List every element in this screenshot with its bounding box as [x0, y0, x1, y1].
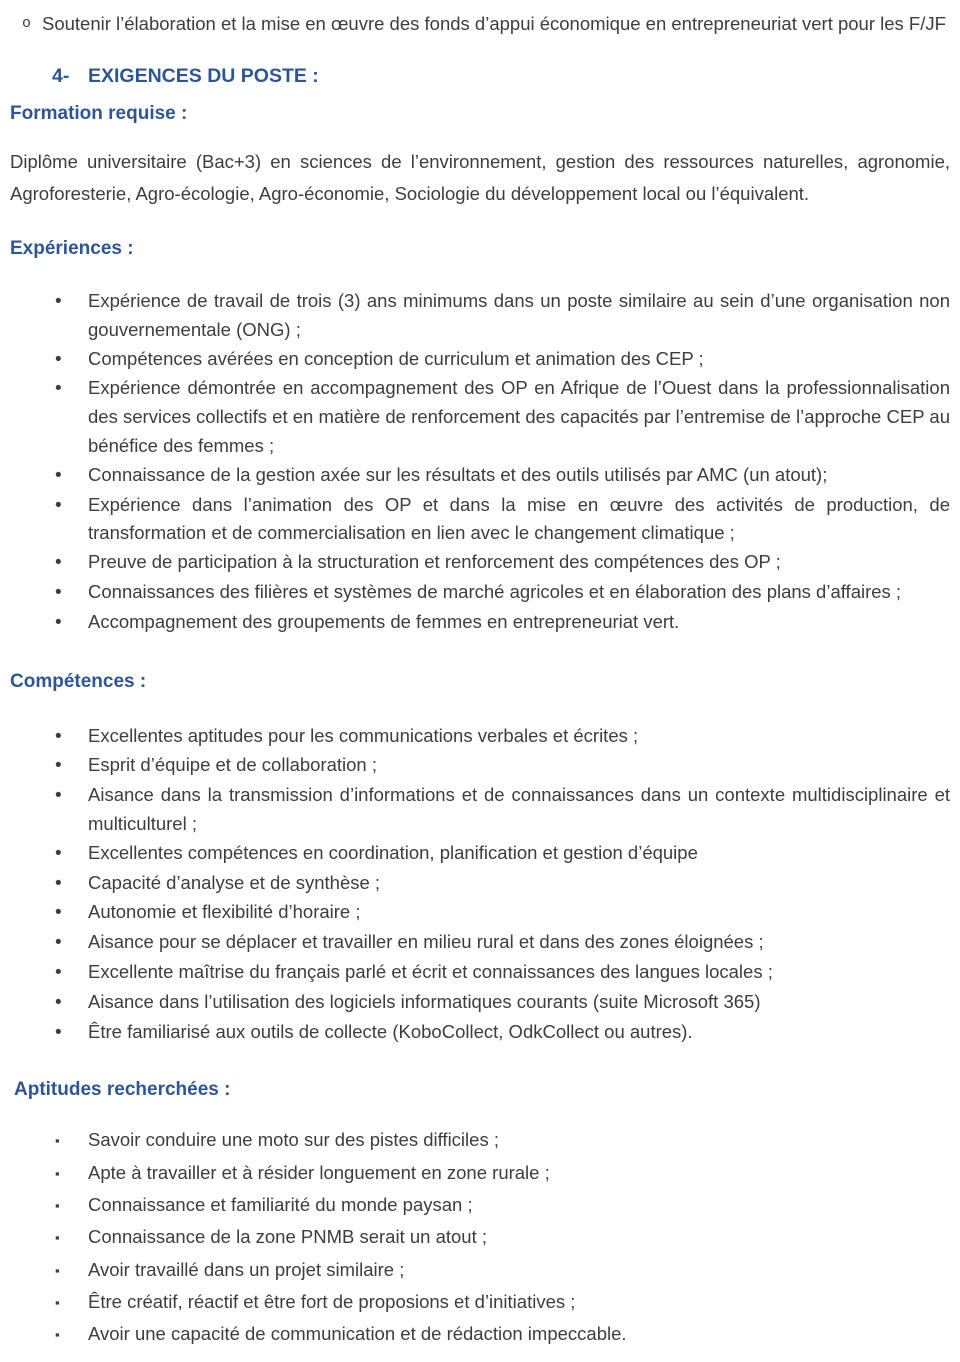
competence-item-text: Aisance dans la transmission d’informations et de connaissances dans un contexte multidisciplinaire et multiculturel ; — [88, 784, 950, 834]
competence-list-item — [10, 839, 950, 869]
competence-list-item — [10, 898, 950, 928]
disc-bullet-icon — [55, 345, 88, 375]
competence-list-item — [10, 722, 950, 752]
disc-bullet-icon — [55, 928, 88, 958]
experience-item-text: Compétences avérées en conception de curriculum et animation des CEP ; — [88, 347, 704, 369]
experience-item-text: Preuve de participation à la structuration et renforcement des compétences des OP ; — [88, 551, 781, 573]
competence-list-item — [10, 988, 950, 1018]
aptitude-list-item — [10, 1126, 950, 1157]
competence-item-text: Excellentes compétences en coordination, planification et gestion d’équipe — [88, 841, 698, 863]
aptitudes-heading: Aptitudes recherchées : — [14, 1079, 231, 1101]
aptitude-list-item — [10, 1256, 950, 1287]
experience-list-item — [10, 287, 950, 345]
competence-item-text: Capacité d’analyse et de synthèse ; — [88, 871, 381, 893]
disc-bullet-icon — [55, 287, 88, 317]
disc-bullet-icon — [55, 461, 88, 491]
disc-bullet-icon — [55, 491, 88, 521]
aptitude-item-text: Apte à travailler et à résider longuement en zone rurale ; — [88, 1161, 550, 1183]
formation-heading: Formation requise : — [10, 103, 188, 124]
disc-bullet-icon — [55, 869, 88, 899]
competence-list-item — [10, 751, 950, 781]
disc-bullet-icon — [55, 1018, 88, 1048]
square-bullet-icon — [55, 1288, 88, 1319]
disc-bullet-icon — [55, 958, 88, 988]
competences-heading: Compétences : — [10, 670, 147, 692]
experience-item-text: Connaissance de la gestion axée sur les résultats et des outils utilisés par AMC (un atout); — [88, 463, 828, 485]
square-bullet-icon — [55, 1320, 88, 1351]
aptitude-list-item — [10, 1320, 950, 1351]
competence-list-item — [10, 869, 950, 899]
aptitude-item-text: Être créatif, réactif et être fort de proposions et d’initiatives ; — [88, 1290, 576, 1312]
disc-bullet-icon — [55, 374, 88, 404]
competence-list-item — [10, 1018, 950, 1048]
aptitude-list-item — [10, 1223, 950, 1254]
competence-item-text: Être familiarisé aux outils de collecte (KoboCollect, OdkCollect ou autres). — [88, 1020, 693, 1042]
square-bullet-icon — [55, 1223, 88, 1254]
aptitude-item-text: Connaissance de la zone PNMB serait un atout ; — [88, 1226, 488, 1248]
experience-list-item — [10, 548, 950, 578]
section-heading — [52, 65, 950, 88]
experience-item-text: Expérience dans l’animation des OP et dans la mise en œuvre des activités de production, de transformation et de commercialisation en lien avec le changement climatique ; — [88, 493, 950, 544]
square-bullet-icon — [55, 1159, 88, 1190]
competence-list-item — [10, 958, 950, 988]
formation-paragraph: Diplôme universitaire (Bac+3) en sciences de l’environnement, gestion des ressources naturelles, agronomie, Agroforesterie, Agro-écologie, Agro-économie, Sociologie du développement local ou l’équivalent. — [10, 151, 950, 204]
competence-item-text: Aisance dans l’utilisation des logiciels informatiques courants (suite Microsoft 365) — [88, 990, 761, 1012]
disc-bullet-icon — [55, 578, 88, 608]
intro-bullet-item — [10, 8, 950, 39]
disc-bullet-icon — [55, 988, 88, 1018]
experience-item-text: Accompagnement des groupements de femmes en entrepreneuriat vert. — [88, 610, 680, 632]
competence-item-text: Excellentes aptitudes pour les communications verbales et écrites ; — [88, 724, 639, 746]
experience-list-item — [10, 578, 950, 608]
square-bullet-icon — [55, 1191, 88, 1222]
competence-item-text: Esprit d’équipe et de collaboration ; — [88, 754, 377, 776]
disc-bullet-icon — [55, 781, 88, 811]
circle-bullet-icon: o — [22, 15, 32, 32]
disc-bullet-icon — [55, 608, 88, 638]
aptitude-item-text: Connaissance et familiarité du monde paysan ; — [88, 1193, 473, 1215]
competence-item-text: Autonomie et flexibilité d’horaire ; — [88, 901, 361, 923]
section-number: 4- — [52, 65, 70, 87]
experiences-list — [10, 287, 950, 638]
aptitude-item-text: Savoir conduire une moto sur des pistes difficiles ; — [88, 1129, 499, 1151]
experience-list-item — [10, 491, 950, 549]
disc-bullet-icon — [55, 751, 88, 781]
competence-list-item — [10, 781, 950, 839]
experience-list-item — [10, 608, 950, 638]
competences-list — [10, 722, 950, 1048]
aptitude-item-text: Avoir une capacité de communication et de rédaction impeccable. — [88, 1323, 627, 1345]
aptitude-item-text: Avoir travaillé dans un projet similaire ; — [88, 1258, 405, 1280]
experience-list-item — [10, 461, 950, 491]
disc-bullet-icon — [55, 898, 88, 928]
disc-bullet-icon — [55, 722, 88, 752]
experiences-heading: Expériences : — [10, 238, 134, 259]
competence-list-item — [10, 928, 950, 958]
aptitudes-list — [10, 1126, 950, 1351]
disc-bullet-icon — [55, 548, 88, 578]
experience-item-text: Expérience démontrée en accompagnement des OP en Afrique de l’Ouest dans la professionnalisation des services collectifs et en matière de renforcement des capacités par l’entremise de l’approche CEP au bénéfice des femmes ; — [88, 377, 950, 456]
aptitude-list-item — [10, 1288, 950, 1319]
experience-item-text: Expérience de travail de trois (3) ans minimums dans un poste similaire au sein d’une organisation non gouvernementale (ONG) ; — [88, 290, 950, 340]
competence-item-text: Excellente maîtrise du français parlé et écrit et connaissances des langues locales ; — [88, 960, 773, 982]
square-bullet-icon — [55, 1256, 88, 1287]
aptitude-list-item — [10, 1191, 950, 1222]
section-title: EXIGENCES DU POSTE : — [88, 65, 319, 87]
competence-item-text: Aisance pour se déplacer et travailler en milieu rural et dans des zones éloignées ; — [88, 931, 764, 953]
experience-list-item — [10, 374, 950, 460]
disc-bullet-icon — [55, 839, 88, 869]
intro-bullet-text: Soutenir l’élaboration et la mise en œuvre des fonds d’appui économique en entrepreneuriat vert pour les F/JF — [42, 13, 946, 34]
experience-item-text: Connaissances des filières et systèmes de marché agricoles et en élaboration des plans d’affaires ; — [88, 580, 902, 602]
experience-list-item — [10, 345, 950, 375]
square-bullet-icon — [55, 1126, 88, 1157]
aptitude-list-item — [10, 1159, 950, 1190]
